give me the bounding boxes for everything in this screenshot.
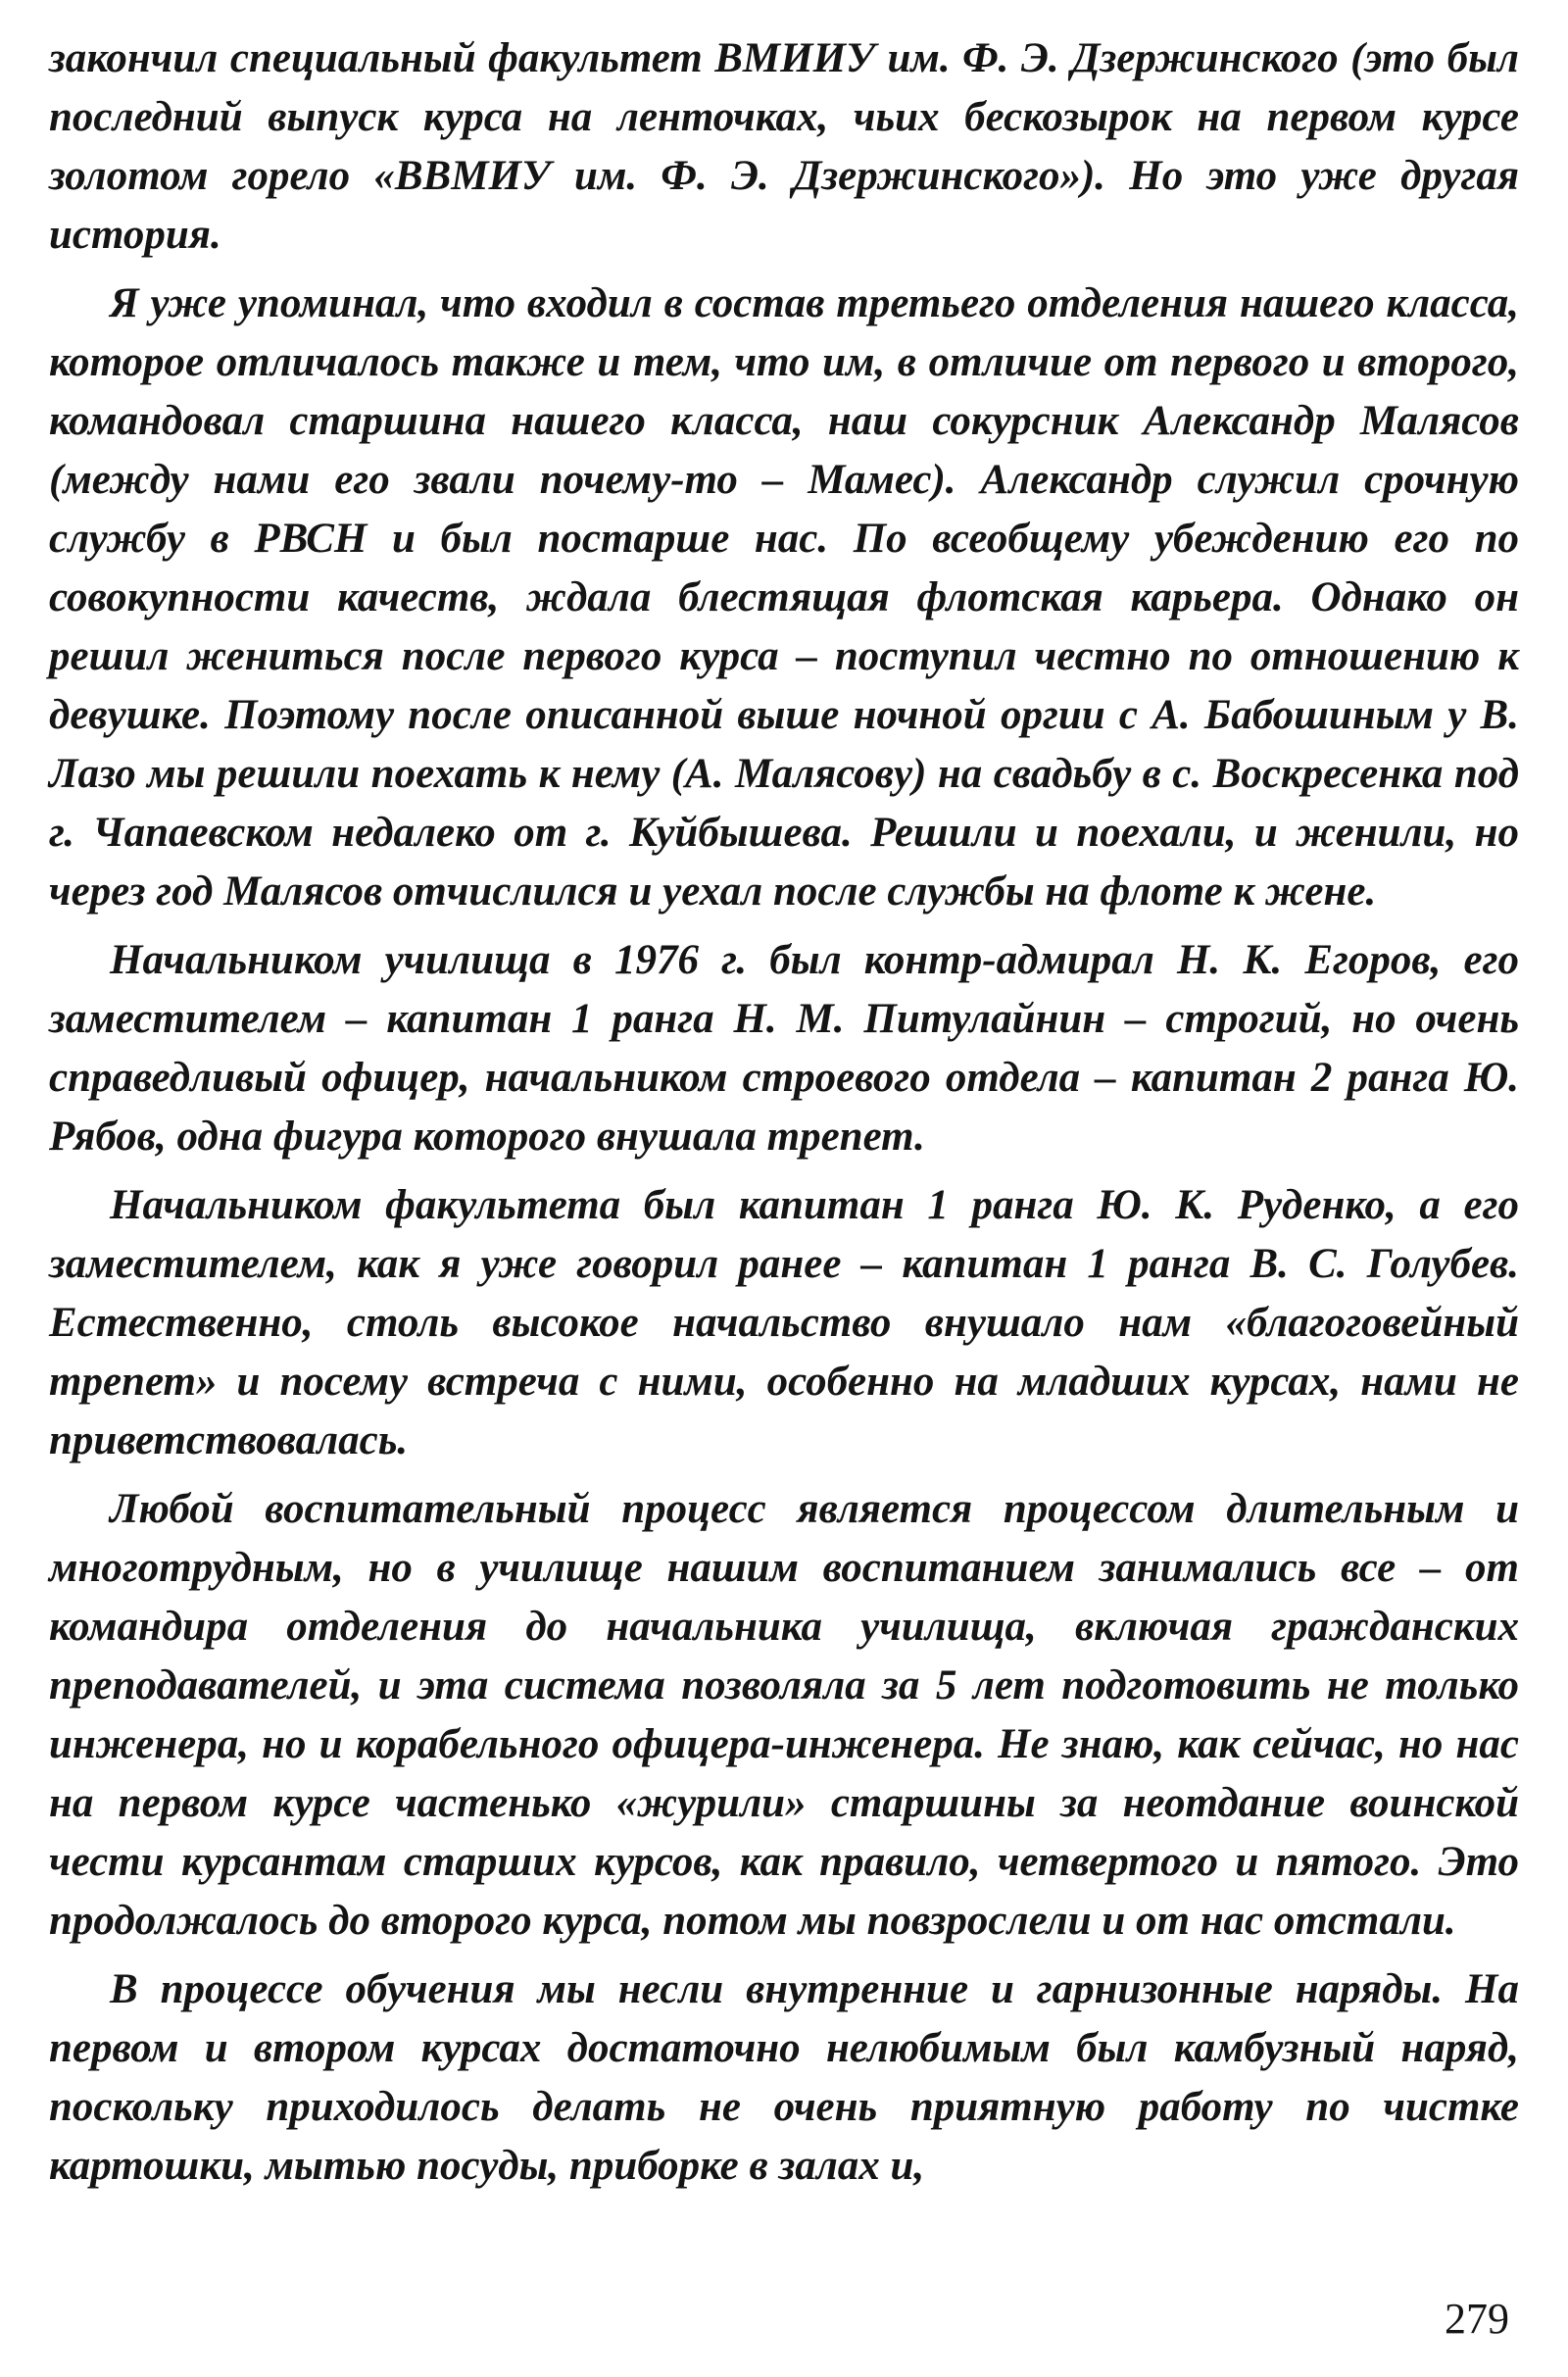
page-body bbox=[49, 29, 1519, 2205]
paragraph-6: В процессе обучения мы несли внутренние и гарнизонные наряды. На первом и втором курсах достаточно нелюбимым был камбузный наряд, поскольку приходилось делать не очень приятную работу по чистке картошки, мытью посуды, приборке в залах и, bbox=[49, 1966, 1519, 2189]
page-number: 279 bbox=[1445, 2295, 1509, 2343]
paragraph-4: Начальником факультета был капитан 1 ранга Ю. К. Руденко, а его заместителем, как я уже говорил ранее – капитан 1 ранга В. С. Голубев. Естественно, столь высокое начальство внушало нам «благоговейный трепет» и посему встреча с ними, особенно на младших курсах, нами не приветствовалась. bbox=[49, 1182, 1519, 1463]
paragraph-1: закончил специальный факультет ВМИИУ им. Ф. Э. Дзержинского (это был последний выпуск курса на ленточках, чьих бескозырок на первом курсе золотом горело «ВВМИУ им. Ф. Э. Дзержинского»). Но это уже другая история. bbox=[49, 35, 1519, 258]
paragraph-5: Любой воспитательный процесс является процессом длительным и многотрудным, но в училище нашим воспитанием занимались все – от командира отделения до начальника училища, включая гражданских преподавателей, и эта система позволяла за 5 лет подготовить не только инженера, но и корабельного офицера-инженера. Не знаю, как сейчас, но нас на первом курсе частенько «журили» старшины за неотдание воинской чести курсантам старших курсов, как правило, четвертого и пятого. Это продолжалось до второго курса, потом мы повзрослели и от нас отстали. bbox=[49, 1486, 1519, 1944]
paragraph-2: Я уже упоминал, что входил в состав третьего отделения нашего класса, которое отличалось также и тем, что им, в отличие от первого и второго, командовал старшина нашего класса, наш сокурсник Александр Малясов (между нами его звали почему-то – Мамес). Александр служил срочную службу в РВСН и был постарше нас. По всеобщему убеждению его по совокупности качеств, ждала блестящая флотская карьера. Однако он решил жениться после первого курса – поступил честно по отношению к девушке. Поэтому после описанной выше ночной оргии с А. Бабошиным у В. Лазо мы решили поехать к нему (А. Малясову) на свадьбу в с. Воскресенка под г. Чапаевском недалеко от г. Куйбышева. Решили и поехали, и женили, но через год Малясов отчислился и уехал после службы на флоте к жене. bbox=[49, 280, 1519, 915]
paragraph-3: Начальником училища в 1976 г. был контр-адмирал Н. К. Егоров, его заместителем – капитан 1 ранга Н. М. Питулайнин – строгий, но очень справедливый офицер, начальником строевого отдела – капитан 2 ранга Ю. Рябов, одна фигура которого внушала трепет. bbox=[49, 937, 1519, 1160]
